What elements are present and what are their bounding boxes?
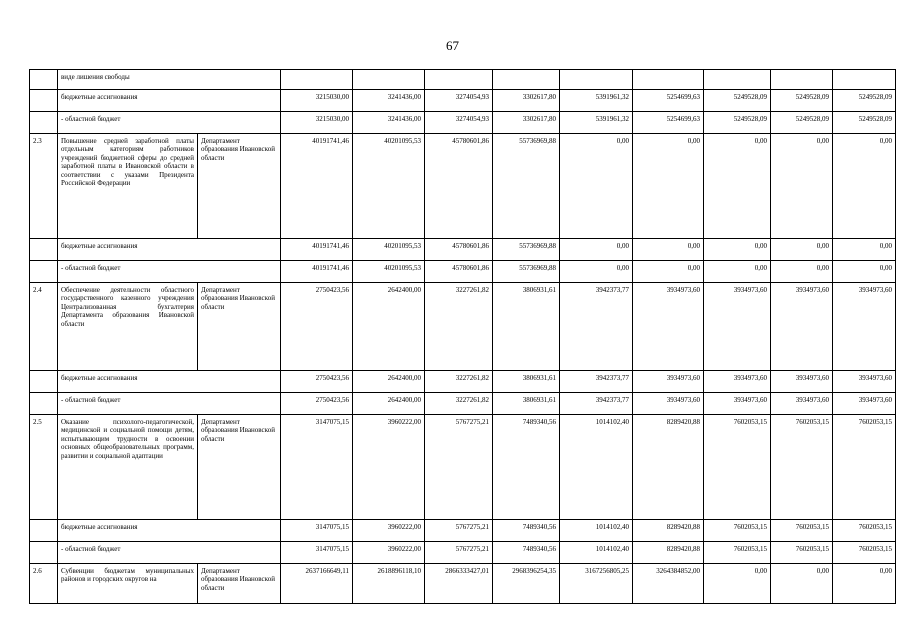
- table-row: [30, 90, 896, 112]
- value-cell: 3241436,00: [353, 90, 425, 112]
- value-cell: 0,00: [771, 564, 833, 604]
- value-cell: 0,00: [833, 239, 896, 261]
- table-row: [30, 134, 896, 239]
- value-cell: [353, 70, 425, 90]
- value-cell: 3934973,60: [704, 283, 771, 371]
- table-row: [30, 112, 896, 134]
- row-department: Департамент образования Ивановской области: [198, 415, 281, 520]
- value-cell: 5767275,21: [425, 415, 493, 520]
- value-cell: 0,00: [833, 134, 896, 239]
- row-index: [30, 239, 58, 261]
- value-cell: 3167256805,25: [560, 564, 633, 604]
- table-row: [30, 371, 896, 393]
- value-cell: 8289420,88: [633, 520, 704, 542]
- value-cell: 7602053,15: [833, 542, 896, 564]
- row-index: [30, 112, 58, 134]
- value-cell: 3960222,00: [353, 542, 425, 564]
- value-cell: 5391961,32: [560, 90, 633, 112]
- row-index: [30, 261, 58, 283]
- value-cell: 1014102,40: [560, 520, 633, 542]
- value-cell: 7602053,15: [771, 415, 833, 520]
- value-cell: 3960222,00: [353, 520, 425, 542]
- value-cell: 3934973,60: [833, 371, 896, 393]
- value-cell: 0,00: [560, 134, 633, 239]
- value-cell: 7602053,15: [704, 415, 771, 520]
- value-cell: 7489340,56: [493, 415, 560, 520]
- value-cell: 3934973,60: [704, 393, 771, 415]
- table-row: [30, 415, 896, 520]
- value-cell: 0,00: [833, 261, 896, 283]
- value-cell: 3147075,15: [281, 542, 353, 564]
- value-cell: 3934973,60: [833, 283, 896, 371]
- page-number: 67: [446, 38, 459, 53]
- value-cell: 0,00: [560, 239, 633, 261]
- value-cell: 1014102,40: [560, 542, 633, 564]
- value-cell: 3934973,60: [771, 371, 833, 393]
- value-cell: 3942373,77: [560, 393, 633, 415]
- budget-table: [29, 69, 896, 604]
- row-index: [30, 371, 58, 393]
- value-cell: 0,00: [704, 564, 771, 604]
- value-cell: 3934973,60: [704, 371, 771, 393]
- value-cell: 5249528,09: [704, 112, 771, 134]
- value-cell: 0,00: [771, 261, 833, 283]
- value-cell: 3264384852,00: [633, 564, 704, 604]
- row-label: - областной бюджет: [58, 393, 281, 415]
- value-cell: 5249528,09: [704, 90, 771, 112]
- value-cell: 1014102,40: [560, 415, 633, 520]
- value-cell: 55736969,88: [493, 261, 560, 283]
- value-cell: 7602053,15: [833, 520, 896, 542]
- row-index: [30, 90, 58, 112]
- value-cell: 2637166649,11: [281, 564, 353, 604]
- table-row: [30, 520, 896, 542]
- value-cell: 40191741,46: [281, 134, 353, 239]
- value-cell: 2618896118,10: [353, 564, 425, 604]
- value-cell: 2750423,56: [281, 371, 353, 393]
- row-department: Департамент образования Ивановской области: [198, 564, 281, 604]
- row-name: Повышение средней заработной платы отдельным категориям работников учреждений бюджетной сферы до средней заработной платы в Ивановской области в соответствии с указами Президента Российской Федерации: [58, 134, 198, 239]
- row-department: Департамент образования Ивановской области: [198, 283, 281, 371]
- value-cell: 55736969,88: [493, 134, 560, 239]
- value-cell: 7489340,56: [493, 520, 560, 542]
- table-row: [30, 261, 896, 283]
- value-cell: 5249528,09: [833, 90, 896, 112]
- value-cell: 40201095,53: [353, 134, 425, 239]
- value-cell: [425, 70, 493, 90]
- table-row: [30, 283, 896, 371]
- value-cell: [560, 70, 633, 90]
- value-cell: 0,00: [633, 134, 704, 239]
- value-cell: 7602053,15: [833, 415, 896, 520]
- value-cell: [493, 70, 560, 90]
- row-label: - областной бюджет: [58, 112, 281, 134]
- value-cell: 5249528,09: [771, 90, 833, 112]
- value-cell: 7489340,56: [493, 542, 560, 564]
- table-row: [30, 70, 896, 90]
- value-cell: 8289420,88: [633, 542, 704, 564]
- value-cell: 40201095,53: [353, 239, 425, 261]
- value-cell: 7602053,15: [704, 520, 771, 542]
- value-cell: 3215030,00: [281, 90, 353, 112]
- value-cell: 45780601,86: [425, 261, 493, 283]
- value-cell: 55736969,88: [493, 239, 560, 261]
- value-cell: 8289420,88: [633, 415, 704, 520]
- value-cell: 3274054,93: [425, 90, 493, 112]
- row-index: [30, 70, 58, 90]
- row-department: Департамент образования Ивановской области: [198, 134, 281, 239]
- value-cell: [833, 70, 896, 90]
- value-cell: 3806931,61: [493, 371, 560, 393]
- value-cell: 3942373,77: [560, 283, 633, 371]
- value-cell: 5249528,09: [833, 112, 896, 134]
- row-label: бюджетные ассигнования: [58, 520, 281, 542]
- row-name: Обеспечение деятельности областного государственного казенного учреждения Централизованная бухгалтерия Департамента образования Ивановской области: [58, 283, 198, 371]
- value-cell: 0,00: [771, 239, 833, 261]
- row-index: [30, 520, 58, 542]
- row-label: бюджетные ассигнования: [58, 90, 281, 112]
- value-cell: 3934973,60: [633, 393, 704, 415]
- value-cell: 2750423,56: [281, 283, 353, 371]
- row-label: - областной бюджет: [58, 261, 281, 283]
- value-cell: 5767275,21: [425, 520, 493, 542]
- table-row: [30, 542, 896, 564]
- value-cell: [771, 70, 833, 90]
- value-cell: 0,00: [704, 261, 771, 283]
- table-row: [30, 239, 896, 261]
- row-index: [30, 542, 58, 564]
- value-cell: 3942373,77: [560, 371, 633, 393]
- value-cell: 3147075,15: [281, 520, 353, 542]
- value-cell: 5249528,09: [771, 112, 833, 134]
- value-cell: 3806931,61: [493, 393, 560, 415]
- value-cell: 7602053,15: [704, 542, 771, 564]
- value-cell: 3241436,00: [353, 112, 425, 134]
- value-cell: 3302617,80: [493, 90, 560, 112]
- value-cell: 2642400,00: [353, 283, 425, 371]
- value-cell: 0,00: [833, 564, 896, 604]
- value-cell: 0,00: [633, 261, 704, 283]
- value-cell: 5254699,63: [633, 112, 704, 134]
- value-cell: 3806931,61: [493, 283, 560, 371]
- table-row: [30, 564, 896, 604]
- value-cell: 5767275,21: [425, 542, 493, 564]
- value-cell: 45780601,86: [425, 134, 493, 239]
- value-cell: 5254699,63: [633, 90, 704, 112]
- value-cell: 3274054,93: [425, 112, 493, 134]
- row-label: бюджетные ассигнования: [58, 239, 281, 261]
- value-cell: 45780601,86: [425, 239, 493, 261]
- row-index: 2.6: [30, 564, 58, 604]
- value-cell: 3934973,60: [771, 283, 833, 371]
- row-label: - областной бюджет: [58, 542, 281, 564]
- value-cell: 2642400,00: [353, 393, 425, 415]
- value-cell: 0,00: [704, 134, 771, 239]
- value-cell: 2866333427,01: [425, 564, 493, 604]
- value-cell: 0,00: [560, 261, 633, 283]
- value-cell: [281, 70, 353, 90]
- value-cell: 3227261,82: [425, 283, 493, 371]
- value-cell: 2642400,00: [353, 371, 425, 393]
- value-cell: 5391961,32: [560, 112, 633, 134]
- value-cell: 3934973,60: [833, 393, 896, 415]
- value-cell: 3934973,60: [633, 371, 704, 393]
- value-cell: 0,00: [633, 239, 704, 261]
- row-name: Субвенции бюджетам муниципальных районов и городских округов на: [58, 564, 198, 604]
- table-row: [30, 393, 896, 415]
- row-index: [30, 393, 58, 415]
- value-cell: 3147075,15: [281, 415, 353, 520]
- row-name: виде лишения свободы: [58, 70, 281, 90]
- value-cell: 3934973,60: [771, 393, 833, 415]
- row-index: 2.4: [30, 283, 58, 371]
- value-cell: 40191741,46: [281, 261, 353, 283]
- value-cell: [704, 70, 771, 90]
- value-cell: 3215030,00: [281, 112, 353, 134]
- value-cell: 7602053,15: [771, 520, 833, 542]
- value-cell: 40191741,46: [281, 239, 353, 261]
- value-cell: 3934973,60: [633, 283, 704, 371]
- value-cell: [633, 70, 704, 90]
- row-index: 2.5: [30, 415, 58, 520]
- value-cell: 2750423,56: [281, 393, 353, 415]
- row-index: 2.3: [30, 134, 58, 239]
- value-cell: 3227261,82: [425, 393, 493, 415]
- value-cell: 0,00: [771, 134, 833, 239]
- row-name: Оказание психолого-педагогической, медицинской и социальной помощи детям, испытывающим трудности в освоении основных общеобразовательных программ, развитии и социальной адаптации: [58, 415, 198, 520]
- value-cell: 3302617,80: [493, 112, 560, 134]
- value-cell: 3960222,00: [353, 415, 425, 520]
- value-cell: 0,00: [704, 239, 771, 261]
- value-cell: 40201095,53: [353, 261, 425, 283]
- row-label: бюджетные ассигнования: [58, 371, 281, 393]
- value-cell: 3227261,82: [425, 371, 493, 393]
- value-cell: 2968396254,35: [493, 564, 560, 604]
- value-cell: 7602053,15: [771, 542, 833, 564]
